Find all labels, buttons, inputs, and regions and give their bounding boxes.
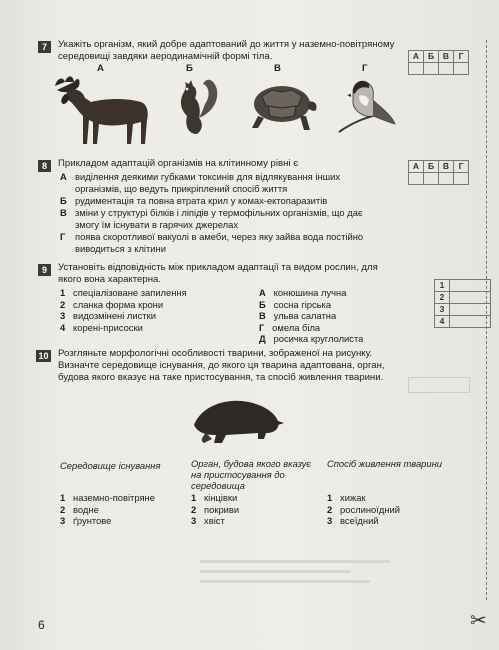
option-text xyxy=(75,195,327,207)
item-text: ґрунтове xyxy=(73,515,112,526)
list-item xyxy=(60,492,155,504)
q9-left-list xyxy=(60,287,187,333)
col3-list xyxy=(327,492,400,527)
answer-header-b: Б xyxy=(424,51,439,63)
answer-cell[interactable] xyxy=(450,292,491,304)
list-item xyxy=(60,310,187,322)
scissors-icon: ✂ xyxy=(470,610,487,632)
item-letter: А xyxy=(259,287,266,298)
faint-answer-grid xyxy=(408,377,470,393)
item-number: 1 xyxy=(60,492,66,503)
list-item xyxy=(259,322,363,334)
list-item xyxy=(60,504,155,516)
option-line: рудиментація та повна втрата крил у комах-ектопаразитів xyxy=(75,195,328,206)
list-item xyxy=(327,515,400,527)
answer-cell[interactable] xyxy=(424,63,439,75)
answer-header-g: Г xyxy=(454,161,469,173)
squirrel-icon xyxy=(163,74,223,138)
list-item xyxy=(60,515,155,527)
item-number: 2 xyxy=(60,298,66,310)
answer-cell[interactable] xyxy=(450,280,491,292)
col1-list xyxy=(60,492,155,527)
bleed-through-mark xyxy=(200,560,390,563)
question-10-line-1: Розгляньте морфологічні особливості тварини, зображеної на рисунку. xyxy=(58,348,373,359)
option-letter: В xyxy=(60,207,67,218)
option-line: організмів, що ведуть прикріплений спосіб життя xyxy=(75,182,288,194)
answer-cell[interactable] xyxy=(409,173,424,185)
question-10-line-2: Визначте середовище існування, до якого ця тварина адаптована, орган, xyxy=(58,360,385,371)
col1-header xyxy=(60,460,160,471)
item-number: 1 xyxy=(327,492,333,503)
item-text: корені-присоски xyxy=(73,321,143,333)
mole-icon xyxy=(186,389,286,447)
header-line: середовища xyxy=(191,480,246,491)
list-item xyxy=(327,504,400,516)
moose-icon xyxy=(47,72,157,150)
option-letter: Б xyxy=(60,195,67,206)
item-text: кінцівки xyxy=(204,492,238,503)
question-8-text: Прикладом адаптацій організмів на клітинному рівні є xyxy=(58,158,299,169)
row-label: 1 xyxy=(435,280,450,292)
option-line: зміни у структурі білків і ліпідів у термофільних організмів, що дає xyxy=(75,207,363,218)
list-item xyxy=(191,515,239,527)
item-letter: Б xyxy=(259,298,266,310)
item-number: 4 xyxy=(60,321,66,333)
answer-header-b: Б xyxy=(424,161,439,173)
list-item xyxy=(60,287,187,299)
header-line: Спосіб живлення тварини xyxy=(327,458,442,469)
item-text: всеїдний xyxy=(340,515,379,526)
row-label: 4 xyxy=(435,316,450,328)
item-number: 2 xyxy=(191,503,197,515)
item-number: 2 xyxy=(60,503,66,515)
question-8-number: 8 xyxy=(38,160,51,172)
list-item xyxy=(191,492,239,504)
option-text xyxy=(75,207,363,230)
option-line: виділення деякими губками токсинів для відлякування інших xyxy=(75,171,341,182)
item-text: спеціалізоване запилення xyxy=(73,287,187,298)
question-7-number: 7 xyxy=(38,41,51,53)
turtle-icon xyxy=(242,78,320,136)
answer-header-v: В xyxy=(439,161,454,173)
item-number: 1 xyxy=(191,492,197,503)
option-letter: А xyxy=(60,171,67,182)
option-line: поява скоротливої вакуолі в амеби, через яку зайва вода постійно xyxy=(75,231,364,242)
answer-grid-q7 xyxy=(408,50,469,75)
item-text: покриви xyxy=(204,503,240,515)
option-text xyxy=(75,171,340,194)
col2-header xyxy=(191,458,311,491)
item-letter: Г xyxy=(259,321,265,333)
animal-label-a: А xyxy=(97,63,104,74)
animal-label-b: Б xyxy=(186,63,193,74)
answer-cell[interactable] xyxy=(450,304,491,316)
answer-cell[interactable] xyxy=(439,173,454,185)
answer-cell[interactable] xyxy=(424,173,439,185)
item-number: 1 xyxy=(60,287,66,298)
tit-bird-icon xyxy=(333,74,399,138)
item-text: росичка круглолиста xyxy=(273,333,364,344)
item-number: 2 xyxy=(327,503,333,515)
list-item xyxy=(191,504,239,516)
answer-header-a: А xyxy=(409,161,424,173)
answer-cell[interactable] xyxy=(454,63,469,75)
answer-cell[interactable] xyxy=(409,63,424,75)
answer-header-v: В xyxy=(439,51,454,63)
item-text: сланка форма крони xyxy=(73,298,164,310)
item-text: рослиноїдний xyxy=(340,503,400,515)
answer-cell[interactable] xyxy=(454,173,469,185)
item-text: конюшина лучна xyxy=(273,287,347,298)
question-9-number: 9 xyxy=(38,264,51,276)
answer-cell[interactable] xyxy=(439,63,454,75)
animal-label-g: Г xyxy=(362,63,368,74)
list-item xyxy=(60,322,187,334)
question-9-line-2: якого вона характерна. xyxy=(58,274,162,285)
option-line: змогу їм існувати в гарячих джерелах xyxy=(75,218,239,230)
option-line: виводиться з клітини xyxy=(75,242,166,254)
cut-line xyxy=(486,40,487,600)
item-number: 3 xyxy=(327,515,333,526)
item-text: ульва салатна xyxy=(273,310,337,321)
answer-grid-q9 xyxy=(434,279,491,328)
item-text: сосна гірська xyxy=(273,298,332,310)
bleed-through-mark xyxy=(200,580,370,583)
item-text: водне xyxy=(73,503,99,515)
item-text: омела біла xyxy=(272,321,321,333)
item-number: 3 xyxy=(60,310,66,321)
question-7-line-1: Укажіть організм, який добре адаптований до життя у наземно-повітряному xyxy=(58,39,395,50)
answer-header-a: А xyxy=(409,51,424,63)
option-text xyxy=(75,231,363,254)
question-7-line-2: середовищі завдяки аеродинамічній формі тіла. xyxy=(58,51,273,62)
item-text: видозмінені листки xyxy=(73,310,156,321)
list-item xyxy=(327,492,400,504)
header-line: на пристосування до xyxy=(191,469,285,480)
header-line: Орган, будова якого вказує xyxy=(191,458,311,469)
item-number: 3 xyxy=(60,515,66,526)
list-item xyxy=(259,310,363,322)
col2-list xyxy=(191,492,239,527)
list-item xyxy=(259,299,363,311)
item-number: 3 xyxy=(191,515,197,526)
q9-right-list xyxy=(259,287,363,345)
animal-label-v: В xyxy=(274,63,281,74)
answer-cell[interactable] xyxy=(450,316,491,328)
row-label: 3 xyxy=(435,304,450,316)
answer-header-g: Г xyxy=(454,51,469,63)
item-letter: Д xyxy=(259,333,266,344)
item-text: хижак xyxy=(340,492,366,503)
item-text: хвіст xyxy=(204,515,225,526)
option-letter: Г xyxy=(60,231,66,242)
question-7-text xyxy=(58,39,403,63)
bleed-through-mark xyxy=(200,570,350,573)
list-item xyxy=(259,333,363,345)
item-text: наземно-повітряне xyxy=(73,492,155,503)
header-line: Середовище існування xyxy=(60,460,161,471)
page-number: 6 xyxy=(38,618,45,632)
answer-grid-q8 xyxy=(408,160,469,185)
list-item xyxy=(60,299,187,311)
question-9-line-1: Установіть відповідність між прикладом адаптації та видом рослин, для xyxy=(58,262,378,273)
question-10-line-3: будова якого вказує на таке пристосування, та спосіб живлення тварини. xyxy=(58,372,384,383)
question-9-text xyxy=(58,262,378,286)
col3-header xyxy=(327,458,442,469)
question-10-number: 10 xyxy=(36,350,51,362)
question-10-text xyxy=(58,348,385,384)
item-letter: В xyxy=(259,310,266,321)
list-item xyxy=(259,287,363,299)
row-label: 2 xyxy=(435,292,450,304)
